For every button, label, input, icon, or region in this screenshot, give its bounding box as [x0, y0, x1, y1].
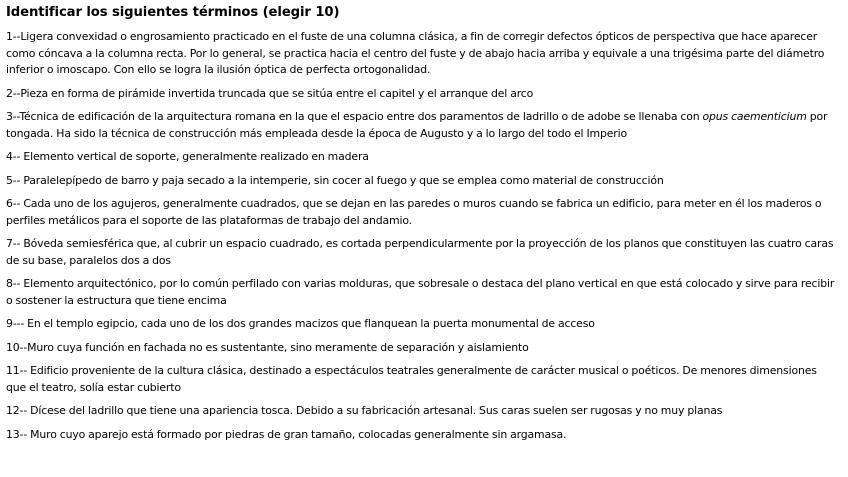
list-item-8: 8-- Elemento arquitectónico, por lo común perfilado con varias molduras, que sobresale o destaca del plano vertical en que está colocado y sirve para recibir o sostener la estructura que tiene encima [6, 277, 835, 307]
list-item-3 [6, 109, 838, 142]
list-item-11: 11-- Edificio proveniente de la cultura clásica, destinado a espectáculos teatrales generalmente de carácter musical o poéticos. De menores dimensiones que el teatro, solía estar cubierto [6, 364, 817, 394]
list-item-1: 1--Ligera convexidad o engrosamiento practicado en el fuste de una columna clásica, a fin de corregir defectos ópticos de perspectiva que hace aparecer como cóncava a la columna recta. Por lo general, se practica hacia el centro del fuste y de abajo hacia arriba y equivale a una trigésima parte del diámetro inferior o imoscapo. Con ello se logra la ilusión óptica de perfecta ortogonalidad. [6, 30, 825, 76]
list-item-7: 7-- Bóveda semiesférica que, al cubrir un espacio cuadrado, es cortada perpendicularmente por la proyección de los planos que constituyen las cuatro caras de su base, paralelos dos a dos [6, 237, 834, 267]
list-item-5: 5-- Paralelepípedo de barro y paja secado a la intemperie, sin cocer al fuego y que se emplea como material de construcción [6, 173, 664, 187]
list-item-3-text-start: 3--Técnica de edificación de la arquitectura romana en la que el espacio entre dos paramentos de ladrillo o de adobe se llenaba con [6, 110, 703, 123]
list-item-9: 9--- En el templo egipcio, cada uno de los dos grandes macizos que flanquean la puerta monumental de acceso [6, 317, 595, 330]
list-item-3-text-end: por tongada. Ha sido la técnica de construcción más empleada desde la época de Augusto y a lo largo del todo el Imperio [6, 110, 828, 140]
list-item-10: 10--Muro cuya función en fachada no es sustentante, sino meramente de separación y aislamiento [6, 340, 529, 354]
list-item-6: 6-- Cada uno de los agujeros, generalmente cuadrados, que se dejan en las paredes o muros cuando se fabrica un edificio, para meter en él los maderos o perfiles metálicos para el soporte de las plataformas de trabajo del andamio. [6, 197, 822, 227]
document-title: Identificar los siguientes términos (elegir 10) [6, 5, 340, 20]
list-item-2: 2--Pieza en forma de pirámide invertida truncada que se sitúa entre el capitel y el arranque del arco [6, 86, 534, 100]
list-item-3-italic-term: opus caementicium [702, 110, 807, 123]
list-item-12: 12-- Dícese del ladrillo que tiene una apariencia tosca. Debido a su fabricación artesanal. Sus caras suelen ser rugosas y no muy planas [6, 404, 723, 417]
document-body [6, 5, 838, 450]
list-item-4: 4-- Elemento vertical de soporte, generalmente realizado en madera [6, 150, 369, 163]
list-item-13: 13-- Muro cuyo aparejo está formado por piedras de gran tamaño, colocadas generalmente sin argamasa. [6, 427, 567, 441]
